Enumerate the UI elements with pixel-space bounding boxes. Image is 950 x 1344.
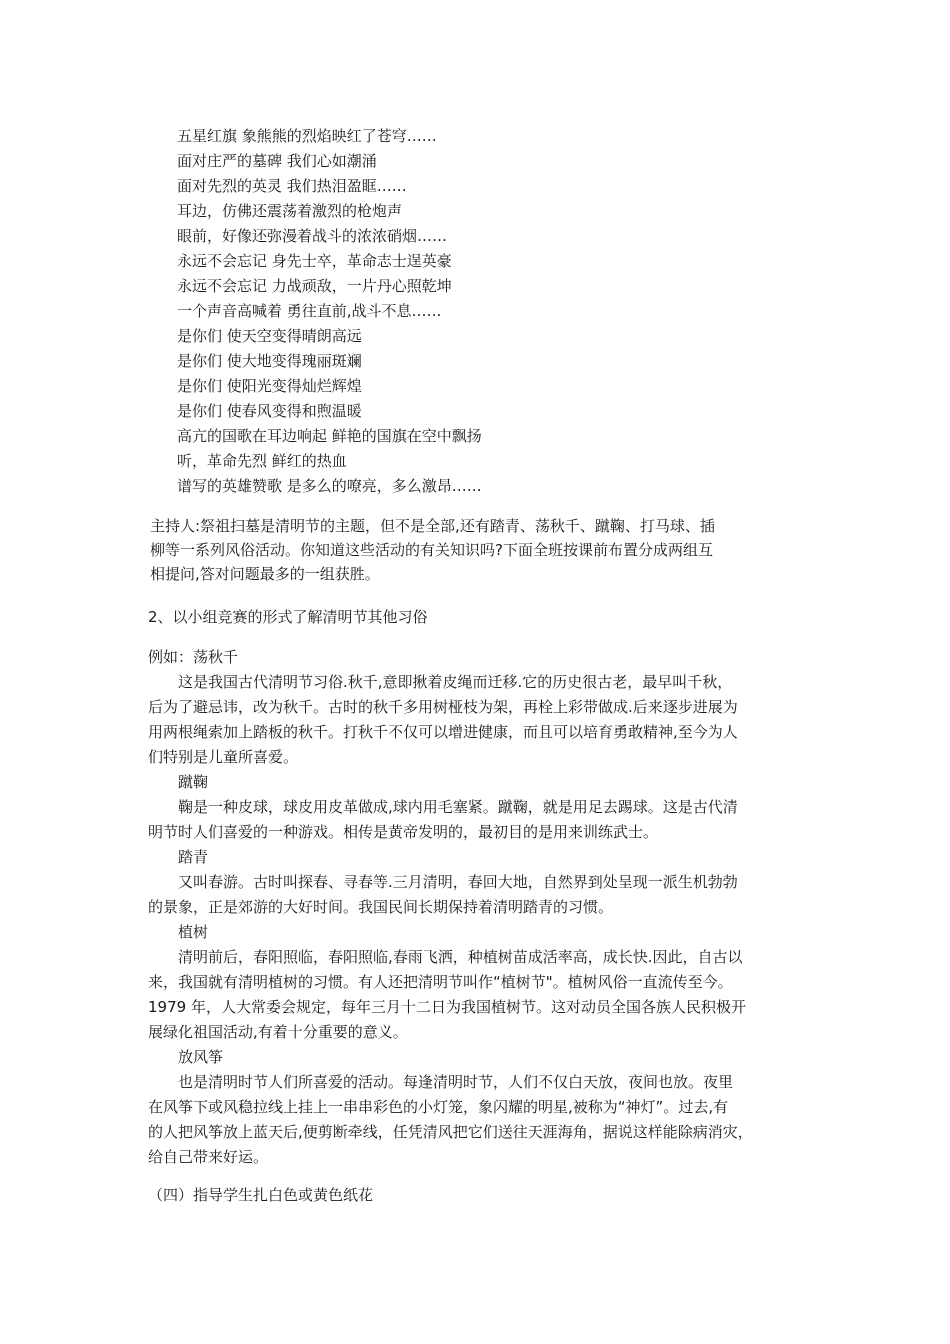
poem-line: 一个声音高喊着 勇往直前,战斗不息…… [177, 302, 442, 320]
poem-line: 高亢的国歌在耳边响起 鲜艳的国旗在空中飘扬 [177, 427, 482, 445]
poem-line: 听，革命先烈 鲜红的热血 [177, 452, 347, 470]
cuju-text-line: 鞠是一种皮球，球皮用皮革做成,球内用毛塞紧。蹴鞠，就是用足去踢球。这是古代清 [178, 798, 738, 816]
section-heading-2 [148, 605, 808, 630]
poem-line: 是你们 使大地变得瑰丽斑斓 [177, 352, 362, 370]
poem-line: 是你们 使春风变得和煦温暖 [177, 402, 362, 420]
host-paragraph [150, 514, 800, 586]
poem-block [177, 124, 777, 499]
cuju-text-line: 明节时人们喜爱的一种游戏。相传是黄帝发明的，最初目的是用来训练武士。 [148, 823, 659, 841]
tree-text-line: 来，我国就有清明植树的习惯。有人还把清明节叫作“植树节"。植树风俗一直流传至今。 [148, 973, 733, 991]
swing-text-line: 这是我国古代清明节习俗.秋千,意即揪着皮绳而迁移.它的历史很古老，最早叫千秋， [178, 673, 733, 691]
section-heading-text: 2、以小组竞赛的形式了解清明节其他习俗 [148, 608, 428, 626]
poem-line: 是你们 使阳光变得灿烂辉煌 [177, 377, 362, 395]
swing-text-line: 们特别是儿童所喜爱。 [148, 748, 299, 766]
kite-text-line: 的人把风筝放上蓝天后,便剪断牵线，任凭清风把它们送往天涯海角，据说这样能除病消灾， [148, 1123, 753, 1141]
poem-line: 耳边，仿佛还震荡着激烈的枪炮声 [177, 202, 403, 220]
poem-line: 是你们 使天空变得晴朗高远 [177, 327, 362, 345]
section-heading-4 [148, 1183, 808, 1208]
host-line: 相提问,答对问题最多的一组获胜。 [150, 565, 380, 583]
poem-line: 五星红旗 象熊熊的烈焰映红了苍穹…… [177, 127, 437, 145]
kite-title: 放风筝 [178, 1048, 224, 1066]
tree-text-line: 展绿化祖国活动,有着十分重要的意义。 [148, 1023, 408, 1041]
tree-text-line: 清明前后，春阳照临，春阳照临,春雨飞洒，种植树苗成活率高，成长快.因此，自古以 [178, 948, 743, 966]
taqing-text-line: 又叫春游。古时叫探春、寻春等.三月清明，春回大地，自然界到处呈现一派生机勃勃 [178, 873, 738, 891]
poem-line: 永远不会忘记 力战顽敌，一片丹心照乾坤 [177, 277, 452, 295]
section-heading-text: （四）指导学生扎白色或黄色纸花 [148, 1186, 374, 1204]
poem-line: 眼前，好像还弥漫着战斗的浓浓硝烟…… [177, 227, 448, 245]
tree-text-line: 1979 年，人大常委会规定，每年三月十二日为我国植树节。这对动员全国各族人民积极开 [148, 998, 746, 1016]
poem-line: 谱写的英雄赞歌 是多么的嘹亮，多么激昂…… [177, 477, 482, 495]
poem-line: 面对庄严的墓碑 我们心如潮涌 [177, 152, 377, 170]
customs-examples [148, 645, 808, 1170]
host-line: 主持人:祭祖扫墓是清明节的主题，但不是全部,还有踏青、荡秋千、蹴鞠、打马球、插 [150, 517, 715, 535]
kite-text-line: 也是清明时节人们所喜爱的活动。每逢清明时节，人们不仅白天放，夜间也放。夜里 [178, 1073, 734, 1091]
poem-line: 面对先烈的英灵 我们热泪盈眶…… [177, 177, 407, 195]
taqing-title: 踏青 [178, 848, 209, 866]
cuju-title: 蹴鞠 [178, 773, 209, 791]
kite-text-line: 在风筝下或风稳拉线上挂上一串串彩色的小灯笼，象闪耀的明星,被称为“神灯”。过去,有 [148, 1098, 729, 1116]
example-heading: 例如：荡秋千 [148, 648, 239, 666]
swing-text-line: 后为了避忌讳，改为秋千。古时的秋千多用树桠枝为架，再栓上彩带做成.后来逐步进展为 [148, 698, 738, 716]
swing-text-line: 用两根绳索加上踏板的秋千。打秋千不仅可以增进健康，而且可以培育勇敢精神,至今为人 [148, 723, 738, 741]
poem-line: 永远不会忘记 身先士卒，革命志士逞英豪 [177, 252, 452, 270]
taqing-text-line: 的景象，正是郊游的大好时间。我国民间长期保持着清明踏青的习惯。 [148, 898, 614, 916]
tree-title: 植树 [178, 923, 209, 941]
kite-text-line: 给自己带来好运。 [148, 1148, 269, 1166]
host-line: 柳等一系列风俗活动。你知道这些活动的有关知识吗?下面全班按课前布置分成两组互 [150, 541, 713, 559]
